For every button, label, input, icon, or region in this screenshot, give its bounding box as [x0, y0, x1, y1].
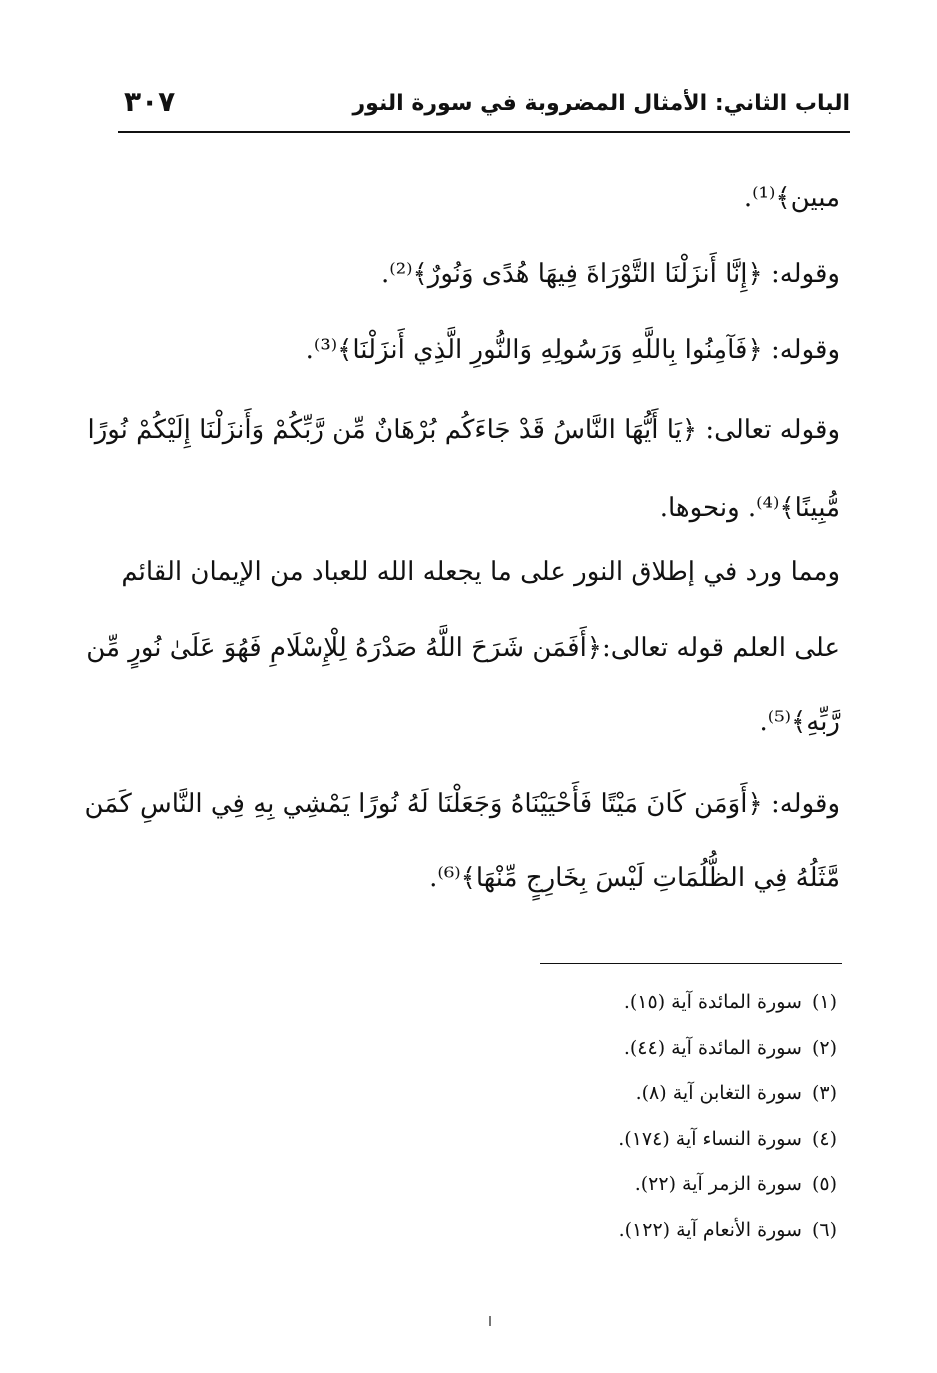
page-number: ٣٠٧ — [124, 85, 176, 118]
footnote-number: (١) — [811, 991, 837, 1013]
footnote-text: سورة الأنعام آية (١٢٢). — [618, 1218, 802, 1241]
footnote-text: سورة الزمر آية (٢٢). — [634, 1173, 802, 1196]
footnote-number: (٤) — [811, 1127, 837, 1150]
footnote-divider — [540, 963, 842, 964]
body-line-5: مُّبِينًا﴾⁽⁴⁾. ونحوها. — [659, 493, 840, 523]
body-line-10: مَّثَلُهُ فِي الظُّلُمَاتِ لَيْسَ بِخَارِجٍ مِّنْهَا﴾⁽⁶⁾. — [429, 863, 840, 893]
footnote-item — [437, 1216, 837, 1262]
footnote-item — [437, 988, 837, 1034]
footnote-item — [437, 1170, 837, 1216]
footnote-text: سورة التغابن آية (٨). — [635, 1082, 802, 1105]
footnote-number: (٥) — [811, 1173, 837, 1196]
footnote-text: سورة المائدة آية (٤٤). — [623, 1036, 802, 1059]
footnote-number: (٢) — [811, 1036, 837, 1059]
body-line-4: وقوله تعالى: ﴿يَا أَيُّهَا النَّاسُ قَدْ جَاءَكُم بُرْهَانٌ مِّن رَّبِّكُمْ وَأَنزَلْنَا إِلَيْكُمْ نُورًا — [87, 415, 840, 445]
body-line-6: ومما ورد في إطلاق النور على ما يجعله الله للعباد من الإيمان القائم — [121, 557, 840, 587]
footnote-list — [437, 988, 837, 1262]
body-line-9: وقوله: ﴿أَوَمَن كَانَ مَيْتًا فَأَحْيَيْنَاهُ وَجَعَلْنَا لَهُ نُورًا يَمْشِي بِهِ فِي النَّاسِ كَمَن — [84, 789, 840, 819]
chapter-title: الباب الثاني: الأمثال المضروبة في سورة النور — [352, 91, 850, 116]
footnote-number: (٦) — [811, 1218, 837, 1241]
scan-artifact — [489, 1316, 491, 1326]
body-line-7: على العلم قوله تعالى:﴿أَفَمَن شَرَحَ اللَّهُ صَدْرَهُ لِلْإِسْلَامِ فَهُوَ عَلَىٰ نُورٍ مِّن — [86, 633, 840, 663]
running-header — [118, 80, 850, 132]
footnote-number: (٣) — [811, 1082, 837, 1105]
footnote-text: سورة النساء آية (١٧٤). — [618, 1127, 802, 1150]
footnote-text: سورة المائدة آية (١٥). — [623, 991, 802, 1013]
body-line-8: رَّبِّهِ﴾⁽⁵⁾. — [759, 707, 840, 737]
footnote-item — [437, 1034, 837, 1080]
header-divider — [118, 131, 850, 133]
footnote-item — [437, 1125, 837, 1171]
footnote-item — [437, 1079, 837, 1125]
body-line-1: مبين﴾⁽¹⁾. — [743, 183, 840, 213]
body-line-3: وقوله: ﴿فَآمِنُوا بِاللَّهِ وَرَسُولِهِ وَالنُّورِ الَّذِي أَنزَلْنَا﴾⁽³⁾. — [305, 335, 840, 365]
body-line-2: وقوله: ﴿إِنَّا أَنزَلْنَا التَّوْرَاةَ فِيهَا هُدًى وَنُورٌ﴾⁽²⁾. — [381, 259, 840, 289]
